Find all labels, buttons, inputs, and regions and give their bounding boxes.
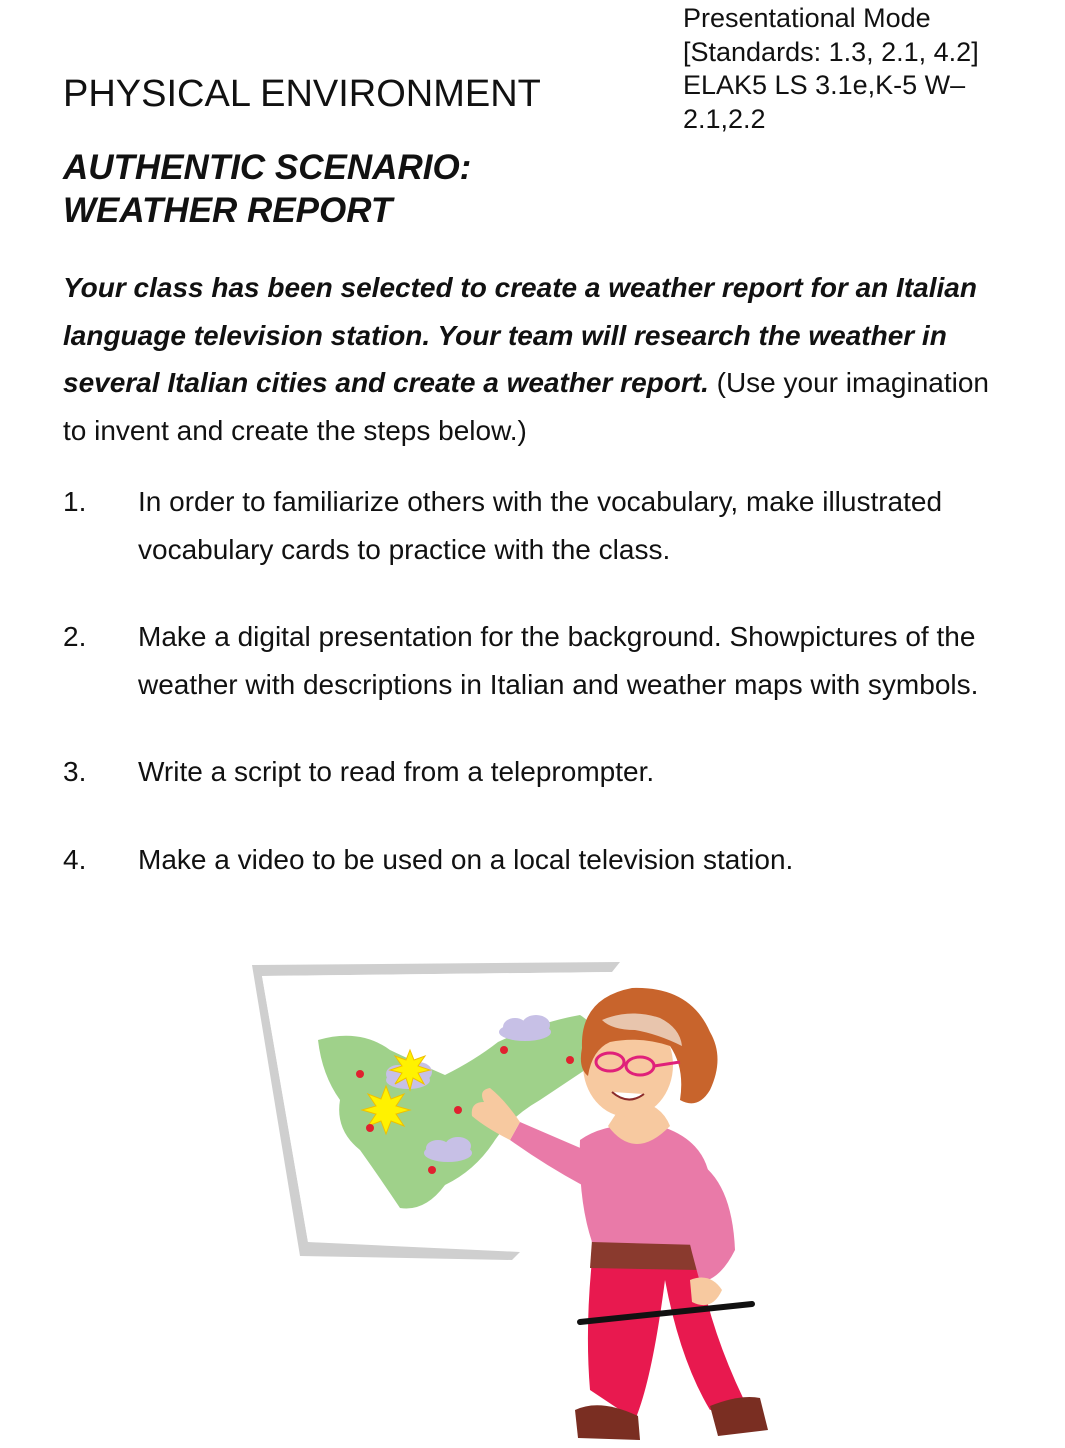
standards-line: Presentational Mode bbox=[683, 3, 931, 33]
step-number: 3. bbox=[63, 756, 87, 787]
step-number: 2. bbox=[63, 621, 87, 652]
scenario-title-line1: AUTHENTIC SCENARIO: bbox=[63, 148, 472, 187]
weather-presenter-illustration bbox=[240, 950, 800, 1448]
step-text: Make a digital presentation for the background. Showpictures of the weather with descriptions in Italian and weather maps with symbols. bbox=[138, 621, 979, 700]
intro-plain-text: (Use your imagination to invent and create the steps below.) bbox=[63, 367, 989, 446]
steps-list bbox=[63, 478, 1003, 923]
list-item bbox=[63, 836, 1003, 884]
section-title: PHYSICAL ENVIRONMENT bbox=[63, 73, 541, 115]
scenario-intro bbox=[63, 264, 1003, 454]
step-text: Write a script to read from a teleprompter. bbox=[138, 756, 655, 787]
sun-icon bbox=[390, 1050, 430, 1090]
list-item bbox=[63, 478, 1003, 573]
standards-line: ELAK5 LS 3.1e,K-5 W– bbox=[683, 70, 966, 100]
scenario-title-line2: WEATHER REPORT bbox=[63, 191, 393, 230]
scenario-title bbox=[63, 146, 471, 232]
step-number: 4. bbox=[63, 843, 87, 875]
standards-line: [Standards: 1.3, 2.1, 4.2] bbox=[683, 36, 979, 67]
list-item bbox=[63, 613, 1003, 708]
step-text: In order to familiarize others with the vocabulary, make illustrated vocabulary cards to practice with the class. bbox=[138, 486, 943, 565]
step-number: 1. bbox=[63, 486, 87, 517]
intro-bold-text: Your class has been selected to create a weather report for an Italian language television station. Your team will research the weather in several Italian cities and create a weather report. bbox=[63, 272, 977, 398]
standards-line: 2.1,2.2 bbox=[683, 103, 766, 134]
standards-note bbox=[683, 2, 1043, 136]
step-text: Make a video to be used on a local television station. bbox=[138, 843, 794, 875]
list-item bbox=[63, 748, 1003, 796]
